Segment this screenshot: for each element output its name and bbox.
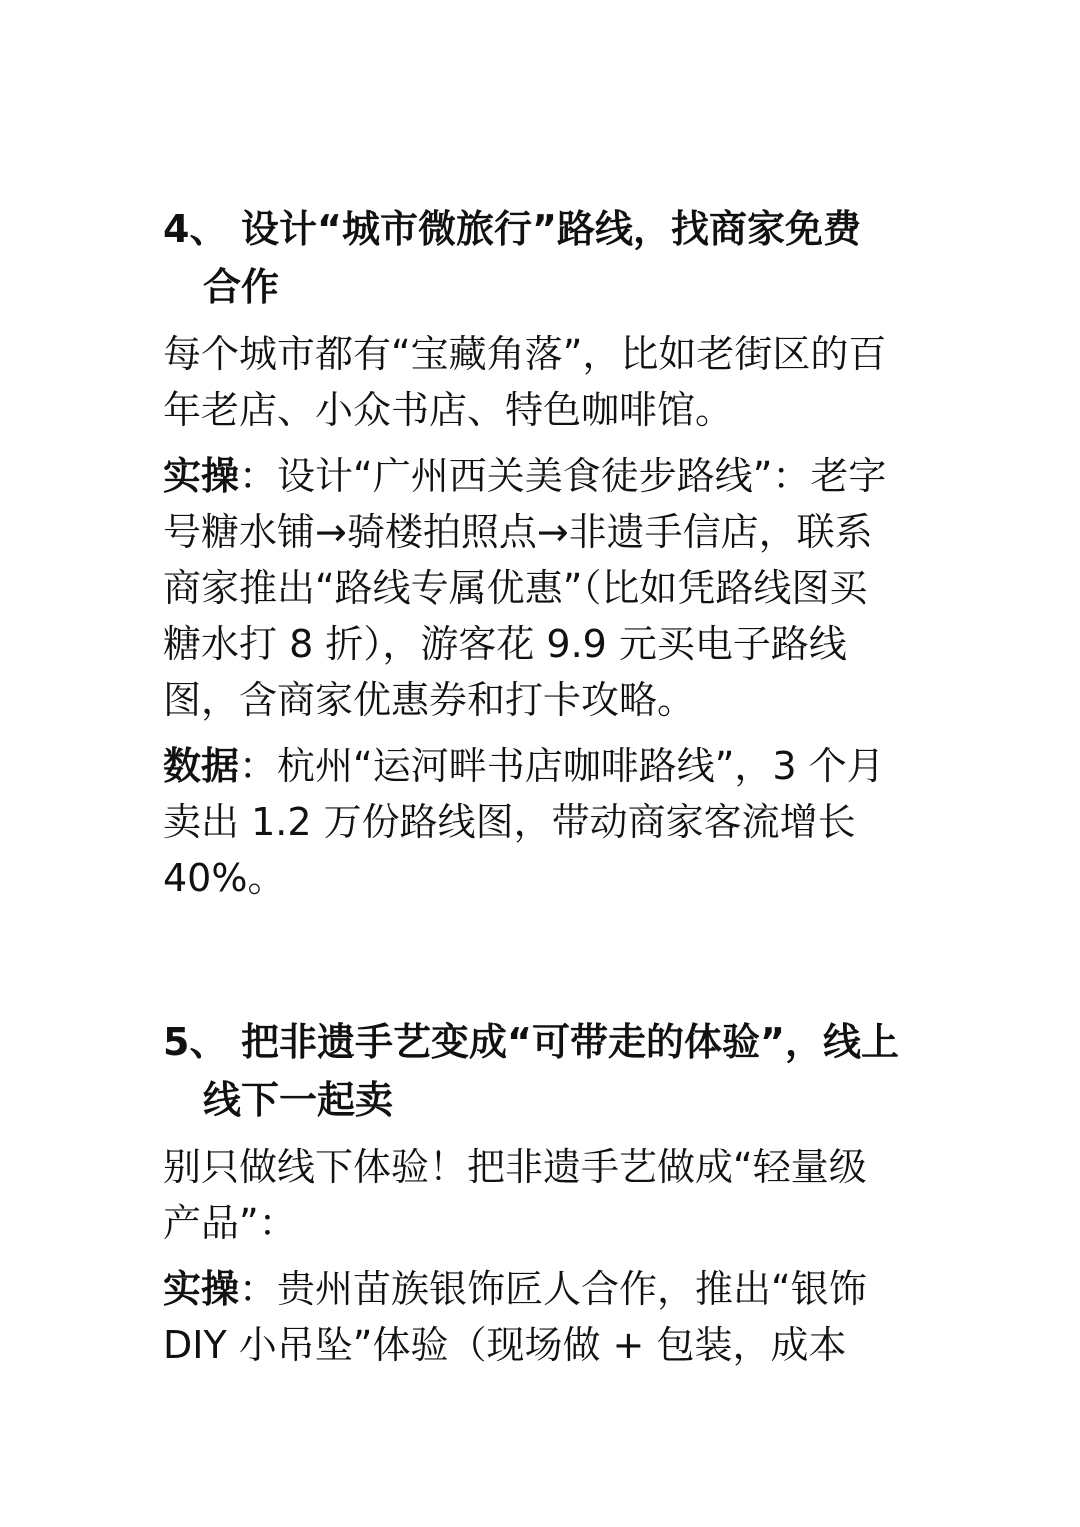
practice-paragraph	[163, 448, 923, 728]
intro-paragraph	[163, 326, 923, 438]
paragraph-line: 卖出 1.2 万份路线图，带动商家客流增长	[163, 800, 856, 844]
data-paragraph	[163, 738, 923, 906]
section-5	[163, 1013, 923, 1373]
practice-text: ：设计“广州西关美食徒步路线”：老字	[239, 454, 887, 498]
section-title	[203, 200, 923, 316]
practice-text: ：贵州苗族银饰匠人合作，推出“银饰	[239, 1267, 867, 1311]
section-number: 4、	[163, 207, 228, 251]
paragraph-line	[163, 448, 923, 504]
practice-paragraph	[163, 1261, 923, 1373]
practice-label: 实操	[163, 454, 240, 498]
section-4	[163, 200, 923, 906]
data-label: 数据	[163, 744, 240, 788]
title-line: 设计“城市微旅行”路线，找商家免费	[241, 207, 861, 251]
title-line: 线下一起卖	[203, 1078, 394, 1122]
paragraph-line: DIY 小吊坠”体验（现场做 + 包装，成本	[163, 1323, 847, 1367]
title-line: 把非遗手艺变成“可带走的体验”，线上	[241, 1020, 899, 1064]
data-text: ：杭州“运河畔书店咖啡路线”，3 个月	[239, 744, 885, 788]
practice-label: 实操	[163, 1267, 240, 1311]
paragraph-line: 商家推出“路线专属优惠”（比如凭路线图买	[163, 566, 868, 610]
title-line: 合作	[203, 265, 280, 309]
section-number: 5、	[163, 1020, 228, 1064]
paragraph-line: 别只做线下体验！把非遗手艺做成“轻量级	[163, 1145, 867, 1189]
section-title	[203, 1013, 923, 1129]
paragraph-line: 40%。	[163, 856, 286, 900]
paragraph-line: 每个城市都有“宝藏角落”，比如老街区的百	[163, 332, 887, 376]
section-heading	[163, 200, 923, 316]
paragraph-line: 图，含商家优惠券和打卡攻略。	[163, 678, 696, 722]
paragraph-line: 年老店、小众书店、特色咖啡馆。	[163, 388, 734, 432]
paragraph-line	[163, 1261, 923, 1317]
paragraph-line	[163, 738, 923, 794]
paragraph-line: 产品”：	[163, 1201, 297, 1245]
intro-paragraph	[163, 1139, 923, 1251]
paragraph-line: 号糖水铺→骑楼拍照点→非遗手信店，联系	[163, 510, 873, 554]
section-heading	[163, 1013, 923, 1129]
paragraph-line: 糖水打 8 折），游客花 9.9 元买电子路线	[163, 622, 847, 666]
